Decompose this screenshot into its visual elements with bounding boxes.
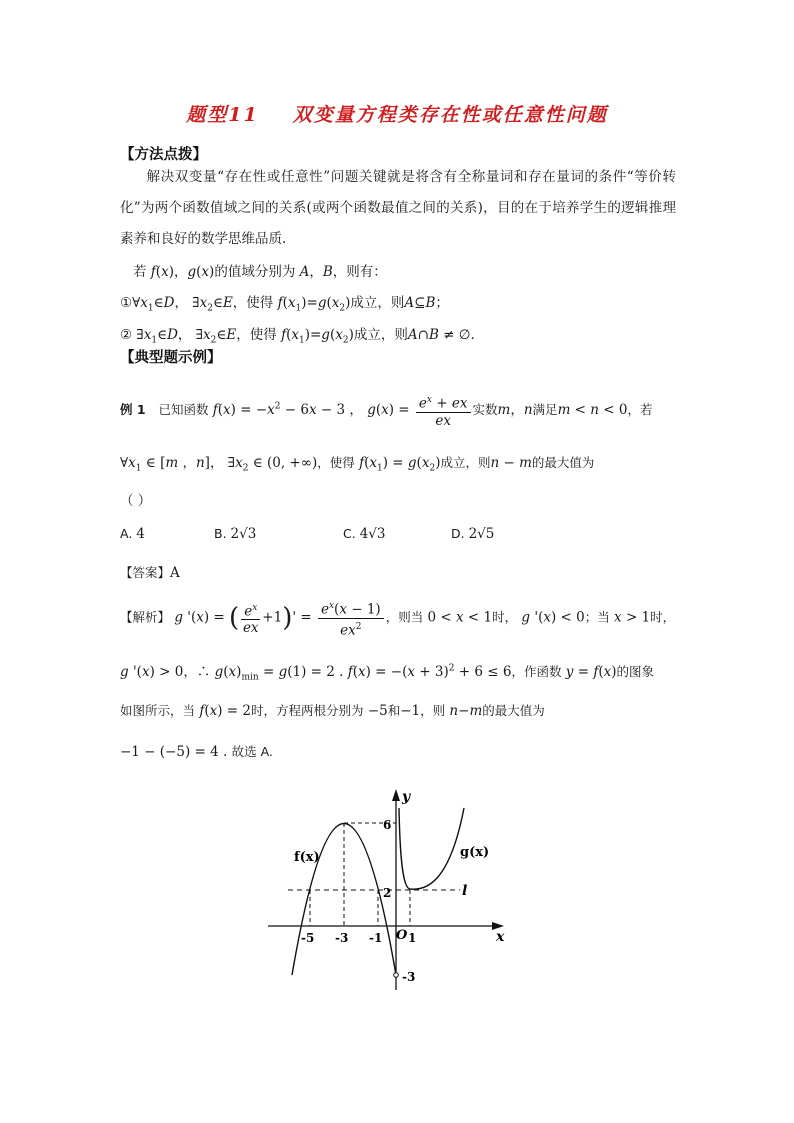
example-line-2: $\forall x_1$ ∈ [m ，n]， $\exists x_2$ ∈ (0, +∞)，使得 $f(x_1) = g(x_2)$成立，则n − m的最大值为 [120, 455, 595, 474]
method-heading: 【方法点拨】 [120, 147, 207, 163]
tick-y-minus-3: -3 [402, 970, 416, 984]
example-heading: 【典型题示例】 [120, 350, 222, 366]
option-a: A. 4 [120, 526, 145, 542]
analysis-line-1: 【解析】 g '(x) = ( $\frac{e^x}{ex}$ +1)' = $\frac{e^x(x - 1)}{ex^2}$ ，则当 0 < x < 1时， g '(x) < 0；当 x > 1时， [120, 598, 675, 638]
answer-line: 【答案】A [120, 565, 180, 581]
tick-x-minus-5: -5 [301, 931, 315, 945]
option-c: C. 4√3 [343, 526, 386, 542]
example-line-1: 例 1 已知函数 $f(x) = -x^2 - 6x - 3$ ， g(x) = $\frac{e^x + ex}{ex}$ 实数m，n满足m < n < 0，若 [120, 392, 652, 429]
method-case-1: $①\forall x_1\in D$， $\exists x_2\in E$，使得 $f(x_1)=g(x_2)$成立，则A⊆B； [120, 295, 449, 314]
method-paragraph-text: 解决双变量“存在性或任意性”问题关键就是将含有全称量词和存在量词的条件“等价转化”为两个函数值域之间的关系(或两个函数最值之间的关系)，目的在于培养学生的逻辑推理素养和良好的数学思维品质. [120, 169, 676, 247]
title-text: 双变量方程类存在性或任意性问题 [292, 104, 608, 126]
method-intro: 若 f(x)，g(x)的值域分别为 A，B，则有： [133, 264, 387, 280]
option-b: B. 2√3 [214, 526, 257, 542]
analysis-line-4: −1 − (−5) = 4 . 故选 A. [120, 744, 273, 760]
analysis-line-3: 如图所示，当 f(x) = 2时，方程两根分别为 −5和−1，则 n−m的最大值为 [120, 703, 545, 719]
axis-y-label: y [402, 789, 411, 805]
example-blank: （ ） [120, 493, 152, 509]
label-g: g(x) [460, 845, 490, 860]
tick-y-6: 6 [383, 818, 392, 832]
tick-x-minus-3: -3 [335, 931, 349, 945]
label-f: f(x) [294, 850, 320, 865]
tick-x-minus-1: -1 [369, 931, 383, 945]
curve-g [399, 808, 464, 889]
y-axis-arrow [392, 789, 400, 801]
tick-y-2: 2 [383, 886, 392, 900]
label-l: l [462, 883, 468, 899]
point-minus-3 [394, 973, 399, 978]
analysis-line-2: g '(x) > 0，∴ $g(x)_{min} = g(1) = 2$ . $f(x) = -(x + 3)^2 + 6 \le 6$，作函数 y = f(x)的图象 [120, 663, 655, 683]
origin-label: O [396, 928, 408, 943]
method-case-2: ② $\exists x_1\in D$， $\exists x_2\in E$，使得 $f(x_1)=g(x_2)$成立，则A∩B ≠ ∅. [120, 327, 475, 346]
tick-x-1: 1 [408, 931, 417, 945]
axis-x-label: x [496, 929, 505, 945]
title-number: 题型11 [186, 104, 259, 126]
option-d: D. 2√5 [451, 526, 495, 542]
